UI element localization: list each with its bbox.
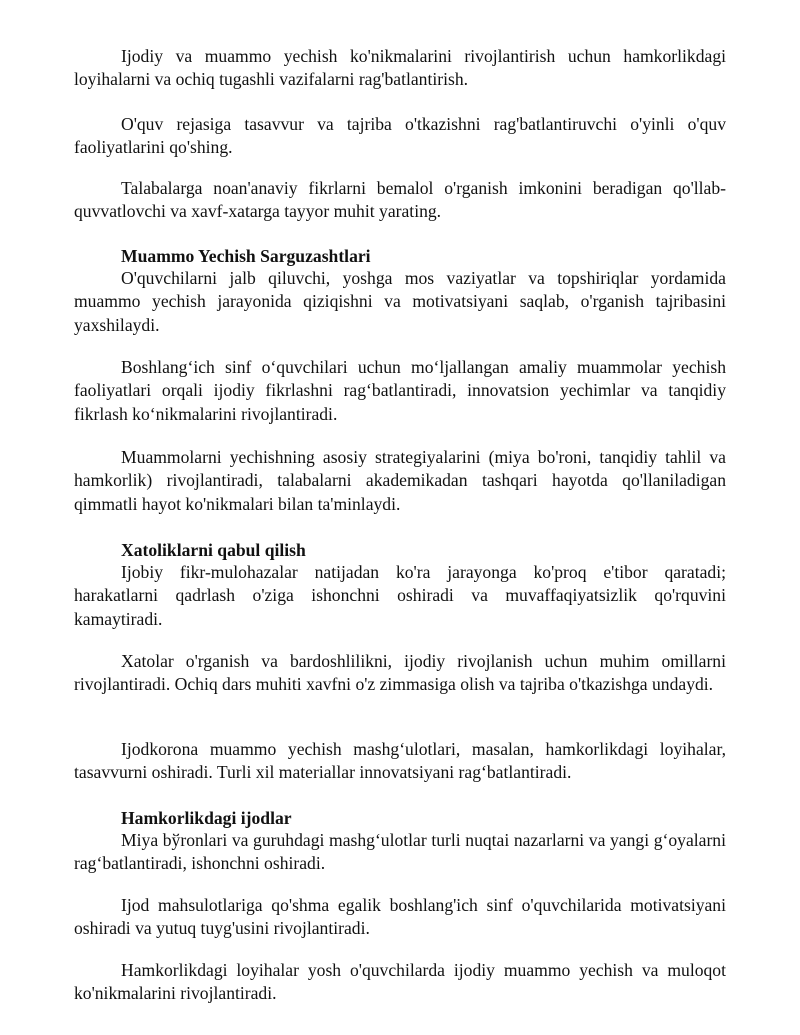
section1-paragraph-2: Boshlang‘ich sinf o‘quvchilari uchun mo‘ljallangan amaliy muammolar yechish faoliyatlari orqali ijodiy fikrlashni rag‘batlantiradi, innovatsion yechimlar va tanqidiy fikrlash ko‘nikmalarini rivojlantiradi. xyxy=(74,357,726,424)
section-heading-xatoliklar: Xatoliklarni qabul qilish xyxy=(121,540,306,560)
section1-paragraph-3: Muammolarni yechishning asosiy strategiyalarini (miya bo'roni, tanqidiy tahlil va hamkorlik) rivojlantiradi, talabalarni akademikadan tashqari hayotda qo'llaniladigan qimmatli hayot ko'nikmalari bilan ta'minlaydi. xyxy=(74,447,726,514)
intro-paragraph-3: Talabalarga noan'anaviy fikrlarni bemalol o'rganish imkonini beradigan qo'llab-quvvatlovchi va xavf-xatarga tayyor muhit yarating. xyxy=(74,178,726,222)
section-heading-muammo-yechish: Muammo Yechish Sarguzashtlari xyxy=(121,246,371,266)
intro-paragraph-1: Ijodiy va muammo yechish ko'nikmalarini rivojlantirish uchun hamkorlikdagi loyihalarni va ochiq tugashli vazifalarni rag'batlantirish. xyxy=(74,46,726,90)
section3-paragraph-2: Ijod mahsulotlariga qo'shma egalik boshlang'ich sinf o'quvchilarida motivatsiyani oshiradi va yutuq tuyg'usini rivojlantiradi. xyxy=(74,895,726,939)
section3-paragraph-3: Hamkorlikdagi loyihalar yosh o'quvchilarda ijodiy muammo yechish va muloqot ko'nikmalarini rivojlantiradi. xyxy=(74,960,726,1004)
section1-paragraph-1: O'quvchilarni jalb qiluvchi, yoshga mos vaziyatlar va topshiriqlar yordamida muammo yechish jarayonida qiziqishni va motivatsiyani saqlab, o'rganish tajribasini yaxshilaydi. xyxy=(74,268,726,335)
intro-paragraph-2: O'quv rejasiga tasavvur va tajriba o'tkazishni rag'batlantiruvchi o'yinli o'quv faoliyatlarini qo'shing. xyxy=(74,114,726,158)
section2-paragraph-3: Ijodkorona muammo yechish mashg‘ulotlari, masalan, hamkorlikdagi loyihalar, tasavvurni oshiradi. Turli xil materiallar innovatsiyani rag‘batlantiradi. xyxy=(74,739,726,783)
section2-paragraph-2: Xatolar o'rganish va bardoshlilikni, ijodiy rivojlanish uchun muhim omillarni rivojlantiradi. Ochiq dars muhiti xavfni o'z zimmasiga olish va tajriba o'tkazishga undaydi. xyxy=(74,651,726,695)
section3-paragraph-1: Miya bўronlari va guruhdagi mashg‘ulotlar turli nuqtai nazarlarni va yangi g‘oyalarni rag‘batlantiradi, ishonchni oshiradi. xyxy=(74,830,726,874)
section2-paragraph-1: Ijobiy fikr-mulohazalar natijadan ko'ra jarayonga ko'proq e'tibor qaratadi; harakatlarni qadrlash o'ziga ishonchni oshiradi va muvaffaqiyatsizlik qo'rquvini kamaytiradi. xyxy=(74,562,726,629)
section-heading-hamkorlikdagi-ijodlar: Hamkorlikdagi ijodlar xyxy=(121,808,292,828)
